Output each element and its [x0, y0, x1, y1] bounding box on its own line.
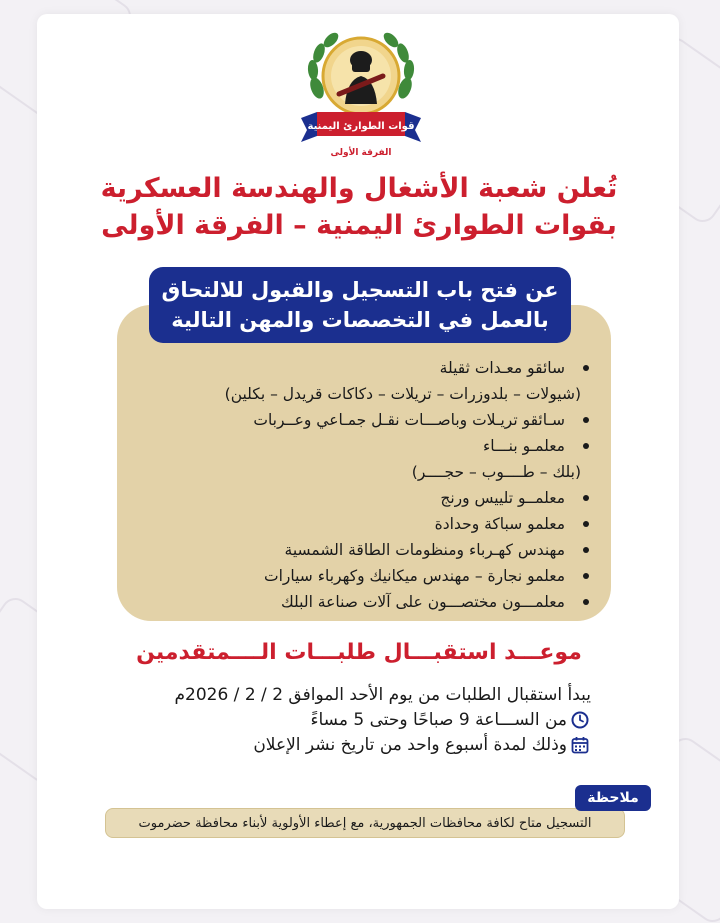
position-label: معلمــو تلييس ورنج [441, 489, 566, 507]
position-item [120, 410, 590, 436]
bullet-icon [584, 521, 590, 527]
bullet-icon [584, 495, 590, 501]
bullet-icon [584, 599, 590, 605]
schedule-title: موعـــد استقبـــال طلبـــات الــــمتقدمين [137, 640, 583, 665]
position-label: مهندس كهـرباء ومنظومات الطاقة الشمسية [285, 541, 566, 559]
note-label: ملاحظة [576, 785, 652, 811]
intro-banner [150, 267, 572, 343]
positions-list [120, 358, 590, 618]
bullet-icon [584, 365, 590, 371]
position-item [120, 540, 590, 566]
position-item [120, 358, 590, 384]
bullet-icon [584, 417, 590, 423]
logo-text-bottom: الفرقة الأولى [331, 148, 393, 158]
announcement-title-line2: بقوات الطوارئ اليمنية – الفرقة الأولى [102, 210, 618, 241]
position-label: معلمو سباكة وحدادة [435, 515, 566, 533]
position-label: معلمو نجارة – مهندس ميكانيك وكهرباء سيارات [265, 567, 566, 585]
position-item [120, 436, 590, 462]
schedule-duration: وذلك لمدة أسبوع واحد من تاريخ نشر الإعلان [254, 735, 568, 755]
position-label: سائقو معـدات ثقيلة [440, 359, 566, 377]
position-label: معلمـو بنـــاء [484, 437, 566, 455]
position-item [120, 514, 590, 540]
position-item [120, 488, 590, 514]
bullet-icon [584, 443, 590, 449]
position-item [120, 592, 590, 618]
bullet-icon [584, 573, 590, 579]
position-detail [120, 384, 590, 410]
position-label: (بلك – طــــوب – حجــــر) [412, 463, 582, 481]
announcement-title-line1: تُعلن شعبة الأشغال والهندسة العسكرية [101, 173, 619, 204]
intro-line1: عن فتح باب التسجيل والقبول للالتحاق [162, 278, 560, 302]
clock-icon [572, 711, 590, 729]
bullet-icon [584, 547, 590, 553]
schedule-start-date: يبدأ استقبال الطلبات من يوم الأحد الموافق 2 / 2 / 2026م [175, 685, 592, 705]
calendar-icon [572, 736, 590, 754]
schedule-hours: من الســـاعة 9 صباحًا وحتى 5 مساءً [311, 710, 568, 730]
logo-text-top: قوات الطوارئ اليمنية [308, 121, 416, 132]
unit-emblem-logo [288, 18, 436, 166]
intro-line2: بالعمل في التخصصات والمهن التالية [172, 308, 550, 332]
note-text: التسجيل متاح لكافة محافظات الجمهورية، مع إعطاء الأولوية لأبناء محافظة حضرموت [106, 808, 626, 838]
position-detail [120, 462, 590, 488]
position-label: (شيولات – بلدوزرات – تريلات – دكاكات قريدل – بكلين) [225, 385, 582, 403]
position-item [120, 566, 590, 592]
position-label: سـائقو تريـلات وباصـــات نقـل جمـاعي وعــربات [254, 411, 566, 429]
position-label: معلمـــون مختصـــون على آلات صناعة البلك [281, 593, 566, 611]
